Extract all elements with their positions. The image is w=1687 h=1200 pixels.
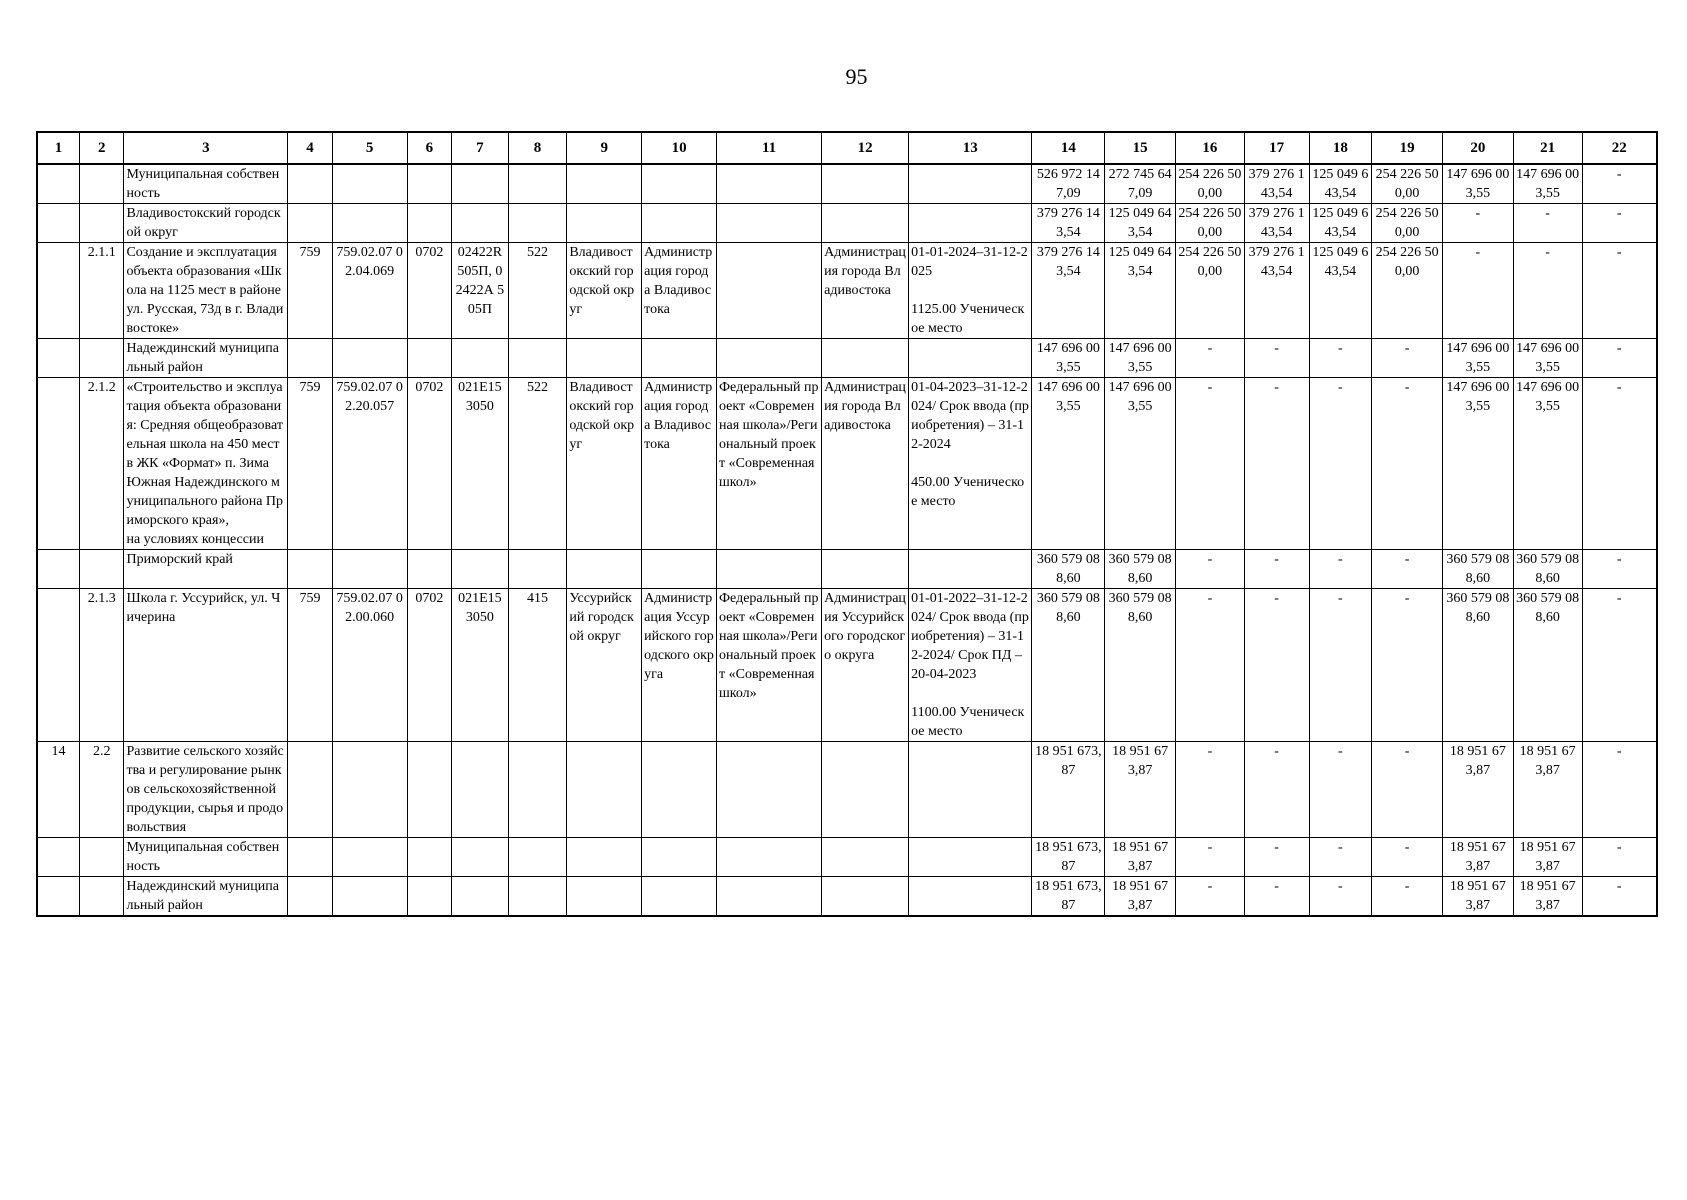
cell-col-5 xyxy=(332,550,407,589)
cell-col-19: - xyxy=(1372,589,1443,742)
cell-col-21: - xyxy=(1513,204,1582,243)
cell-col-3: Создание и эксплуатация объекта образования «Школа на 1125 мест в районе ул. Русская, 73д в г. Владивостоке» xyxy=(124,243,288,339)
cell-col-13 xyxy=(909,204,1032,243)
cell-col-3: Приморский край xyxy=(124,550,288,589)
cell-col-17: - xyxy=(1244,742,1309,838)
cell-col-10 xyxy=(642,877,717,917)
cell-col-21: 18 951 673,87 xyxy=(1513,838,1582,877)
column-header-21: 21 xyxy=(1513,132,1582,164)
cell-col-6: 0702 xyxy=(407,589,451,742)
cell-col-5 xyxy=(332,339,407,378)
cell-col-6 xyxy=(407,339,451,378)
column-header-11: 11 xyxy=(716,132,821,164)
cell-col-7 xyxy=(452,204,509,243)
cell-col-15: 125 049 643,54 xyxy=(1105,204,1176,243)
cell-col-16: - xyxy=(1176,589,1245,742)
cell-col-18: 125 049 643,54 xyxy=(1309,164,1372,204)
cell-col-13 xyxy=(909,550,1032,589)
cell-col-11 xyxy=(716,550,821,589)
cell-col-5 xyxy=(332,164,407,204)
cell-col-8 xyxy=(508,742,567,838)
cell-col-19: - xyxy=(1372,550,1443,589)
cell-col-20: 18 951 673,87 xyxy=(1442,877,1513,917)
cell-col-11: Федеральный проект «Современная школа»/Региональный проект «Современная школ» xyxy=(716,378,821,550)
table-row xyxy=(37,164,1657,204)
cell-col-4 xyxy=(288,877,332,917)
cell-col-22: - xyxy=(1582,838,1657,877)
cell-col-3: «Строительство и эксплуатация объекта образования: Средняя общеобразовательная школа на 450 мест в ЖК «Формат» п. Зима Южная Надеждинского муниципального района Приморского края», на условиях концессии xyxy=(124,378,288,550)
cell-col-9: Владивостокский городской округ xyxy=(567,243,642,339)
cell-col-8 xyxy=(508,339,567,378)
cell-col-8: 522 xyxy=(508,378,567,550)
cell-col-22: - xyxy=(1582,204,1657,243)
cell-col-9 xyxy=(567,742,642,838)
cell-col-1 xyxy=(37,204,79,243)
cell-col-1: 14 xyxy=(37,742,79,838)
cell-col-1 xyxy=(37,589,79,742)
cell-col-9 xyxy=(567,550,642,589)
cell-col-19: 254 226 500,00 xyxy=(1372,243,1443,339)
cell-col-2 xyxy=(79,838,123,877)
table-row xyxy=(37,204,1657,243)
column-header-18: 18 xyxy=(1309,132,1372,164)
table-row xyxy=(37,589,1657,742)
cell-col-13 xyxy=(909,742,1032,838)
cell-col-2 xyxy=(79,877,123,917)
cell-col-6 xyxy=(407,742,451,838)
cell-col-21: 147 696 003,55 xyxy=(1513,378,1582,550)
column-header-9: 9 xyxy=(567,132,642,164)
column-header-12: 12 xyxy=(822,132,909,164)
cell-col-21: 18 951 673,87 xyxy=(1513,877,1582,917)
cell-col-10 xyxy=(642,339,717,378)
cell-col-19: - xyxy=(1372,877,1443,917)
cell-col-17: - xyxy=(1244,550,1309,589)
cell-col-5 xyxy=(332,838,407,877)
cell-col-15: 272 745 647,09 xyxy=(1105,164,1176,204)
cell-col-14: 379 276 143,54 xyxy=(1032,204,1105,243)
cell-col-11 xyxy=(716,877,821,917)
cell-col-3: Муниципальная собственность xyxy=(124,838,288,877)
cell-col-19: 254 226 500,00 xyxy=(1372,164,1443,204)
cell-col-18: - xyxy=(1309,877,1372,917)
cell-col-4 xyxy=(288,742,332,838)
budget-table xyxy=(36,131,1658,917)
column-header-8: 8 xyxy=(508,132,567,164)
cell-col-14: 147 696 003,55 xyxy=(1032,339,1105,378)
cell-col-5 xyxy=(332,204,407,243)
cell-col-3: Муниципальная собственность xyxy=(124,164,288,204)
cell-col-9 xyxy=(567,164,642,204)
cell-col-13 xyxy=(909,339,1032,378)
table-row xyxy=(37,877,1657,917)
cell-col-10 xyxy=(642,838,717,877)
cell-col-16: - xyxy=(1176,378,1245,550)
cell-col-10 xyxy=(642,204,717,243)
cell-col-5 xyxy=(332,742,407,838)
cell-col-18: - xyxy=(1309,339,1372,378)
cell-col-20: 147 696 003,55 xyxy=(1442,339,1513,378)
header-row xyxy=(37,132,1657,164)
cell-col-4 xyxy=(288,838,332,877)
cell-col-4 xyxy=(288,550,332,589)
cell-col-22: - xyxy=(1582,164,1657,204)
column-header-7: 7 xyxy=(452,132,509,164)
cell-col-9 xyxy=(567,204,642,243)
cell-col-20: 360 579 088,60 xyxy=(1442,550,1513,589)
column-header-15: 15 xyxy=(1105,132,1176,164)
cell-col-17: - xyxy=(1244,339,1309,378)
table-row xyxy=(37,339,1657,378)
cell-col-10: Администрация города Владивостока xyxy=(642,243,717,339)
cell-col-7 xyxy=(452,550,509,589)
cell-col-14: 18 951 673,87 xyxy=(1032,742,1105,838)
cell-col-2 xyxy=(79,204,123,243)
cell-col-16: - xyxy=(1176,877,1245,917)
cell-col-2 xyxy=(79,339,123,378)
cell-col-21: - xyxy=(1513,243,1582,339)
cell-col-17: 379 276 143,54 xyxy=(1244,204,1309,243)
cell-col-7 xyxy=(452,339,509,378)
cell-col-12 xyxy=(822,164,909,204)
cell-col-20: 18 951 673,87 xyxy=(1442,838,1513,877)
cell-col-12 xyxy=(822,204,909,243)
column-header-17: 17 xyxy=(1244,132,1309,164)
table-row xyxy=(37,243,1657,339)
cell-col-13 xyxy=(909,164,1032,204)
cell-col-13 xyxy=(909,838,1032,877)
cell-col-16: - xyxy=(1176,550,1245,589)
cell-col-8 xyxy=(508,164,567,204)
cell-col-16: 254 226 500,00 xyxy=(1176,243,1245,339)
cell-col-12: Администрация города Владивостока xyxy=(822,243,909,339)
cell-col-6 xyxy=(407,164,451,204)
cell-col-4 xyxy=(288,204,332,243)
cell-col-22: - xyxy=(1582,877,1657,917)
cell-col-17: - xyxy=(1244,378,1309,550)
cell-col-8: 415 xyxy=(508,589,567,742)
table-body xyxy=(37,164,1657,916)
cell-col-8: 522 xyxy=(508,243,567,339)
cell-col-20: - xyxy=(1442,204,1513,243)
cell-col-12 xyxy=(822,339,909,378)
cell-col-17: - xyxy=(1244,589,1309,742)
cell-col-12 xyxy=(822,877,909,917)
cell-col-20: 147 696 003,55 xyxy=(1442,378,1513,550)
cell-col-11: Федеральный проект «Современная школа»/Региональный проект «Современная школ» xyxy=(716,589,821,742)
cell-col-8 xyxy=(508,838,567,877)
column-header-16: 16 xyxy=(1176,132,1245,164)
cell-col-18: 125 049 643,54 xyxy=(1309,243,1372,339)
cell-col-21: 18 951 673,87 xyxy=(1513,742,1582,838)
cell-col-8 xyxy=(508,877,567,917)
cell-col-1 xyxy=(37,877,79,917)
cell-col-12 xyxy=(822,838,909,877)
cell-col-14: 18 951 673,87 xyxy=(1032,877,1105,917)
cell-col-13: 01-04-2023–31-12-2024/ Срок ввода (приобретения) – 31-12-2024 450.00 Ученическое место xyxy=(909,378,1032,550)
column-header-22: 22 xyxy=(1582,132,1657,164)
cell-col-9: Уссурийский городской округ xyxy=(567,589,642,742)
cell-col-6 xyxy=(407,877,451,917)
cell-col-14: 526 972 147,09 xyxy=(1032,164,1105,204)
cell-col-13: 01-01-2024–31-12-2025 1125.00 Ученическое место xyxy=(909,243,1032,339)
cell-col-22: - xyxy=(1582,550,1657,589)
column-header-1: 1 xyxy=(37,132,79,164)
cell-col-11 xyxy=(716,339,821,378)
cell-col-11 xyxy=(716,742,821,838)
cell-col-18: - xyxy=(1309,742,1372,838)
cell-col-17: 379 276 143,54 xyxy=(1244,164,1309,204)
cell-col-5: 759.02.07 02.00.060 xyxy=(332,589,407,742)
cell-col-7 xyxy=(452,742,509,838)
cell-col-19: - xyxy=(1372,838,1443,877)
cell-col-22: - xyxy=(1582,589,1657,742)
cell-col-22: - xyxy=(1582,243,1657,339)
cell-col-12 xyxy=(822,742,909,838)
cell-col-10 xyxy=(642,164,717,204)
cell-col-17: - xyxy=(1244,838,1309,877)
cell-col-22: - xyxy=(1582,378,1657,550)
table-row xyxy=(37,550,1657,589)
cell-col-4: 759 xyxy=(288,378,332,550)
cell-col-16: 254 226 500,00 xyxy=(1176,204,1245,243)
cell-col-15: 18 951 673,87 xyxy=(1105,877,1176,917)
page-number: 95 xyxy=(845,64,868,89)
cell-col-5 xyxy=(332,877,407,917)
column-header-4: 4 xyxy=(288,132,332,164)
cell-col-2: 2.2 xyxy=(79,742,123,838)
cell-col-2 xyxy=(79,164,123,204)
cell-col-19: 254 226 500,00 xyxy=(1372,204,1443,243)
cell-col-1 xyxy=(37,378,79,550)
column-header-5: 5 xyxy=(332,132,407,164)
cell-col-21: 360 579 088,60 xyxy=(1513,589,1582,742)
table-row xyxy=(37,378,1657,550)
cell-col-3: Владивостокский городской округ xyxy=(124,204,288,243)
cell-col-16: - xyxy=(1176,339,1245,378)
column-header-10: 10 xyxy=(642,132,717,164)
cell-col-1 xyxy=(37,550,79,589)
cell-col-15: 147 696 003,55 xyxy=(1105,339,1176,378)
cell-col-6 xyxy=(407,204,451,243)
cell-col-20: 360 579 088,60 xyxy=(1442,589,1513,742)
cell-col-22: - xyxy=(1582,742,1657,838)
cell-col-7: 021E15 3050 xyxy=(452,378,509,550)
cell-col-19: - xyxy=(1372,339,1443,378)
cell-col-7: 02422R 505П, 02422А 505П xyxy=(452,243,509,339)
cell-col-10 xyxy=(642,550,717,589)
cell-col-13: 01-01-2022–31-12-2024/ Срок ввода (приобретения) – 31-12-2024/ Срок ПД – 20-04-2023 1100.00 Ученическое место xyxy=(909,589,1032,742)
cell-col-12: Администрация Уссурийского городского округа xyxy=(822,589,909,742)
cell-col-3: Надеждинский муниципальный район xyxy=(124,877,288,917)
cell-col-20: 147 696 003,55 xyxy=(1442,164,1513,204)
cell-col-14: 379 276 143,54 xyxy=(1032,243,1105,339)
cell-col-15: 18 951 673,87 xyxy=(1105,742,1176,838)
cell-col-17: 379 276 143,54 xyxy=(1244,243,1309,339)
cell-col-18: - xyxy=(1309,378,1372,550)
cell-col-13 xyxy=(909,877,1032,917)
cell-col-4 xyxy=(288,164,332,204)
column-header-13: 13 xyxy=(909,132,1032,164)
cell-col-4 xyxy=(288,339,332,378)
cell-col-2 xyxy=(79,550,123,589)
cell-col-1 xyxy=(37,838,79,877)
cell-col-5: 759.02.07 02.20.057 xyxy=(332,378,407,550)
column-header-19: 19 xyxy=(1372,132,1443,164)
cell-col-9 xyxy=(567,339,642,378)
cell-col-12: Администрация города Владивостока xyxy=(822,378,909,550)
cell-col-16: - xyxy=(1176,742,1245,838)
cell-col-21: 147 696 003,55 xyxy=(1513,339,1582,378)
cell-col-7 xyxy=(452,164,509,204)
cell-col-2: 2.1.3 xyxy=(79,589,123,742)
cell-col-18: - xyxy=(1309,550,1372,589)
cell-col-16: - xyxy=(1176,838,1245,877)
cell-col-15: 125 049 643,54 xyxy=(1105,243,1176,339)
cell-col-11 xyxy=(716,164,821,204)
cell-col-1 xyxy=(37,339,79,378)
column-header-2: 2 xyxy=(79,132,123,164)
cell-col-6: 0702 xyxy=(407,243,451,339)
cell-col-8 xyxy=(508,204,567,243)
cell-col-20: - xyxy=(1442,243,1513,339)
cell-col-18: - xyxy=(1309,838,1372,877)
cell-col-15: 360 579 088,60 xyxy=(1105,550,1176,589)
cell-col-9: Владивостокский городской округ xyxy=(567,378,642,550)
cell-col-15: 18 951 673,87 xyxy=(1105,838,1176,877)
cell-col-14: 18 951 673,87 xyxy=(1032,838,1105,877)
cell-col-19: - xyxy=(1372,742,1443,838)
cell-col-5: 759.02.07 02.04.069 xyxy=(332,243,407,339)
cell-col-9 xyxy=(567,877,642,917)
cell-col-14: 147 696 003,55 xyxy=(1032,378,1105,550)
column-header-20: 20 xyxy=(1442,132,1513,164)
cell-col-3: Школа г. Уссурийск, ул. Чичерина xyxy=(124,589,288,742)
cell-col-9 xyxy=(567,838,642,877)
cell-col-17: - xyxy=(1244,877,1309,917)
cell-col-11 xyxy=(716,243,821,339)
cell-col-2: 2.1.2 xyxy=(79,378,123,550)
table-row xyxy=(37,742,1657,838)
cell-col-12 xyxy=(822,550,909,589)
cell-col-19: - xyxy=(1372,378,1443,550)
column-header-14: 14 xyxy=(1032,132,1105,164)
cell-col-7: 021E15 3050 xyxy=(452,589,509,742)
cell-col-11 xyxy=(716,204,821,243)
cell-col-3: Надеждинский муниципальный район xyxy=(124,339,288,378)
cell-col-18: 125 049 643,54 xyxy=(1309,204,1372,243)
column-header-6: 6 xyxy=(407,132,451,164)
cell-col-2: 2.1.1 xyxy=(79,243,123,339)
cell-col-22: - xyxy=(1582,339,1657,378)
column-header-3: 3 xyxy=(124,132,288,164)
cell-col-1 xyxy=(37,164,79,204)
cell-col-6 xyxy=(407,838,451,877)
cell-col-15: 147 696 003,55 xyxy=(1105,378,1176,550)
cell-col-3: Развитие сельского хозяйства и регулирование рынков сельскохозяйственной продукции, сырья и продовольствия xyxy=(124,742,288,838)
cell-col-21: 360 579 088,60 xyxy=(1513,550,1582,589)
cell-col-21: 147 696 003,55 xyxy=(1513,164,1582,204)
cell-col-7 xyxy=(452,838,509,877)
cell-col-1 xyxy=(37,243,79,339)
cell-col-14: 360 579 088,60 xyxy=(1032,550,1105,589)
cell-col-14: 360 579 088,60 xyxy=(1032,589,1105,742)
cell-col-10: Администрация города Владивостока xyxy=(642,378,717,550)
cell-col-20: 18 951 673,87 xyxy=(1442,742,1513,838)
cell-col-6: 0702 xyxy=(407,378,451,550)
cell-col-15: 360 579 088,60 xyxy=(1105,589,1176,742)
cell-col-18: - xyxy=(1309,589,1372,742)
cell-col-8 xyxy=(508,550,567,589)
cell-col-16: 254 226 500,00 xyxy=(1176,164,1245,204)
cell-col-10 xyxy=(642,742,717,838)
cell-col-4: 759 xyxy=(288,243,332,339)
table-row xyxy=(37,838,1657,877)
cell-col-6 xyxy=(407,550,451,589)
cell-col-11 xyxy=(716,838,821,877)
cell-col-7 xyxy=(452,877,509,917)
cell-col-4: 759 xyxy=(288,589,332,742)
cell-col-10: Администрация Уссурийского городского округа xyxy=(642,589,717,742)
